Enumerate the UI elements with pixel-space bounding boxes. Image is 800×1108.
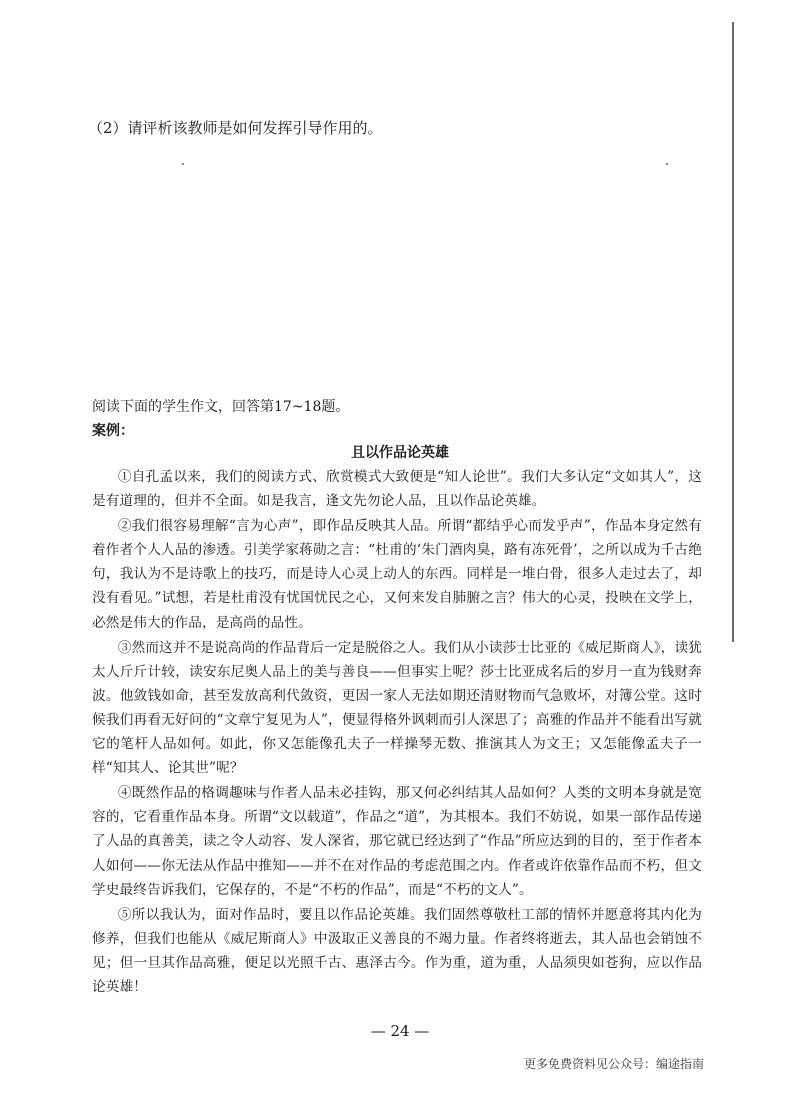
essay-body [92, 465, 702, 1000]
essay-paragraph-1: ①自孔孟以来，我们的阅读方式、欣赏模式大致便是“知人论世”。我们大多认定“文如其人”，这是有道理的，但并不全面。如是我言，逢文先勿论人品，且以作品论英雄。 [92, 469, 702, 510]
footer-note: 更多免费资料见公众号：编途指南 [523, 1057, 704, 1071]
scan-edge-line [732, 22, 734, 642]
essay-paragraph-3: ③然而这并不是说高尚的作品背后一定是脱俗之人。我们从小读莎士比亚的《威尼斯商人》，读犹太人斤斤计较，读安东尼奥人品上的美与善良——但事实上呢？莎士比亚成名后的岁月一直为钱财奔波。他敛钱如命，甚至发放高利代敛资，更因一家人无法如期还清财物而气急败坏，对簿公堂。这时候我们再看无好问的“文章宁复见为人”，便显得格外讽刺而引人深思了；高雅的作品并不能看出写就它的笔杆人品如何。如此，你又怎能像孔夫子一样操琴无数、推演其人为文王；又怎能像孟夫子一样“知其人、论其世”呢？ [92, 639, 703, 777]
page-number: — 24 — [370, 1022, 430, 1040]
essay-paragraph-4: ④既然作品的格调趣味与作者人品未必挂钩，那又何必纠结其人品如何？人类的文明本身就是宽容的，它看重作品本身。所谓“文以载道”，作品之“道”，为其根本。我们不妨说，如果一部作品传递了人品的真善美，读之令人动容、发人深省，那它就已经达到了“作品”所应达到的目的，至于作者本人如何——你无法从作品中推知——并不在对作品的考虑范围之内。作者或许依靠作品而不朽，但文学史最终告诉我们，它保存的，不是“不朽的作品”，而是“不朽的文人”。 [92, 785, 702, 898]
scan-speck [666, 163, 668, 165]
essay-title: 且以作品论英雄 [351, 445, 449, 461]
reading-instruction: 阅读下面的学生作文，回答第17~18题。 [92, 399, 350, 415]
scan-speck [182, 163, 184, 165]
question-text: （2）请评析该教师是如何发挥引导作用的。 [88, 119, 383, 137]
essay-paragraph-2: ②我们很容易理解“言为心声”，即作品反映其人品。所谓“都结乎心而发乎声”，作品本身定然有着作者个人人品的渗透。引美学家蒋勋之言：“杜甫的‘朱门酒肉臭，路有冻死骨’，之所以成为千古绝句，我认为不是诗歌上的技巧，而是诗人心灵上动人的东西。同样是一堆白骨，很多人走过去了，却没有看见。”试想，若是杜甫没有忧国忧民之心，又何来发自肺腑之言？伟大的心灵，投映在文学上，必然是伟大的作品，是高尚的品性。 [92, 518, 702, 631]
case-label: 案例： [92, 423, 134, 439]
essay-paragraph-5: ⑤所以我认为，面对作品时，要且以作品论英雄。我们固然尊敬杜工部的情怀并愿意将其内化为修养，但我们也能从《威尼斯商人》中汲取正义善良的不竭力量。作者终将逝去，其人品也会销蚀不见；但一旦其作品高雅，便足以光照千古、惠泽古今。作为重，道为重，人品须臾如苍狗，应以作品论英雄！ [92, 906, 702, 995]
